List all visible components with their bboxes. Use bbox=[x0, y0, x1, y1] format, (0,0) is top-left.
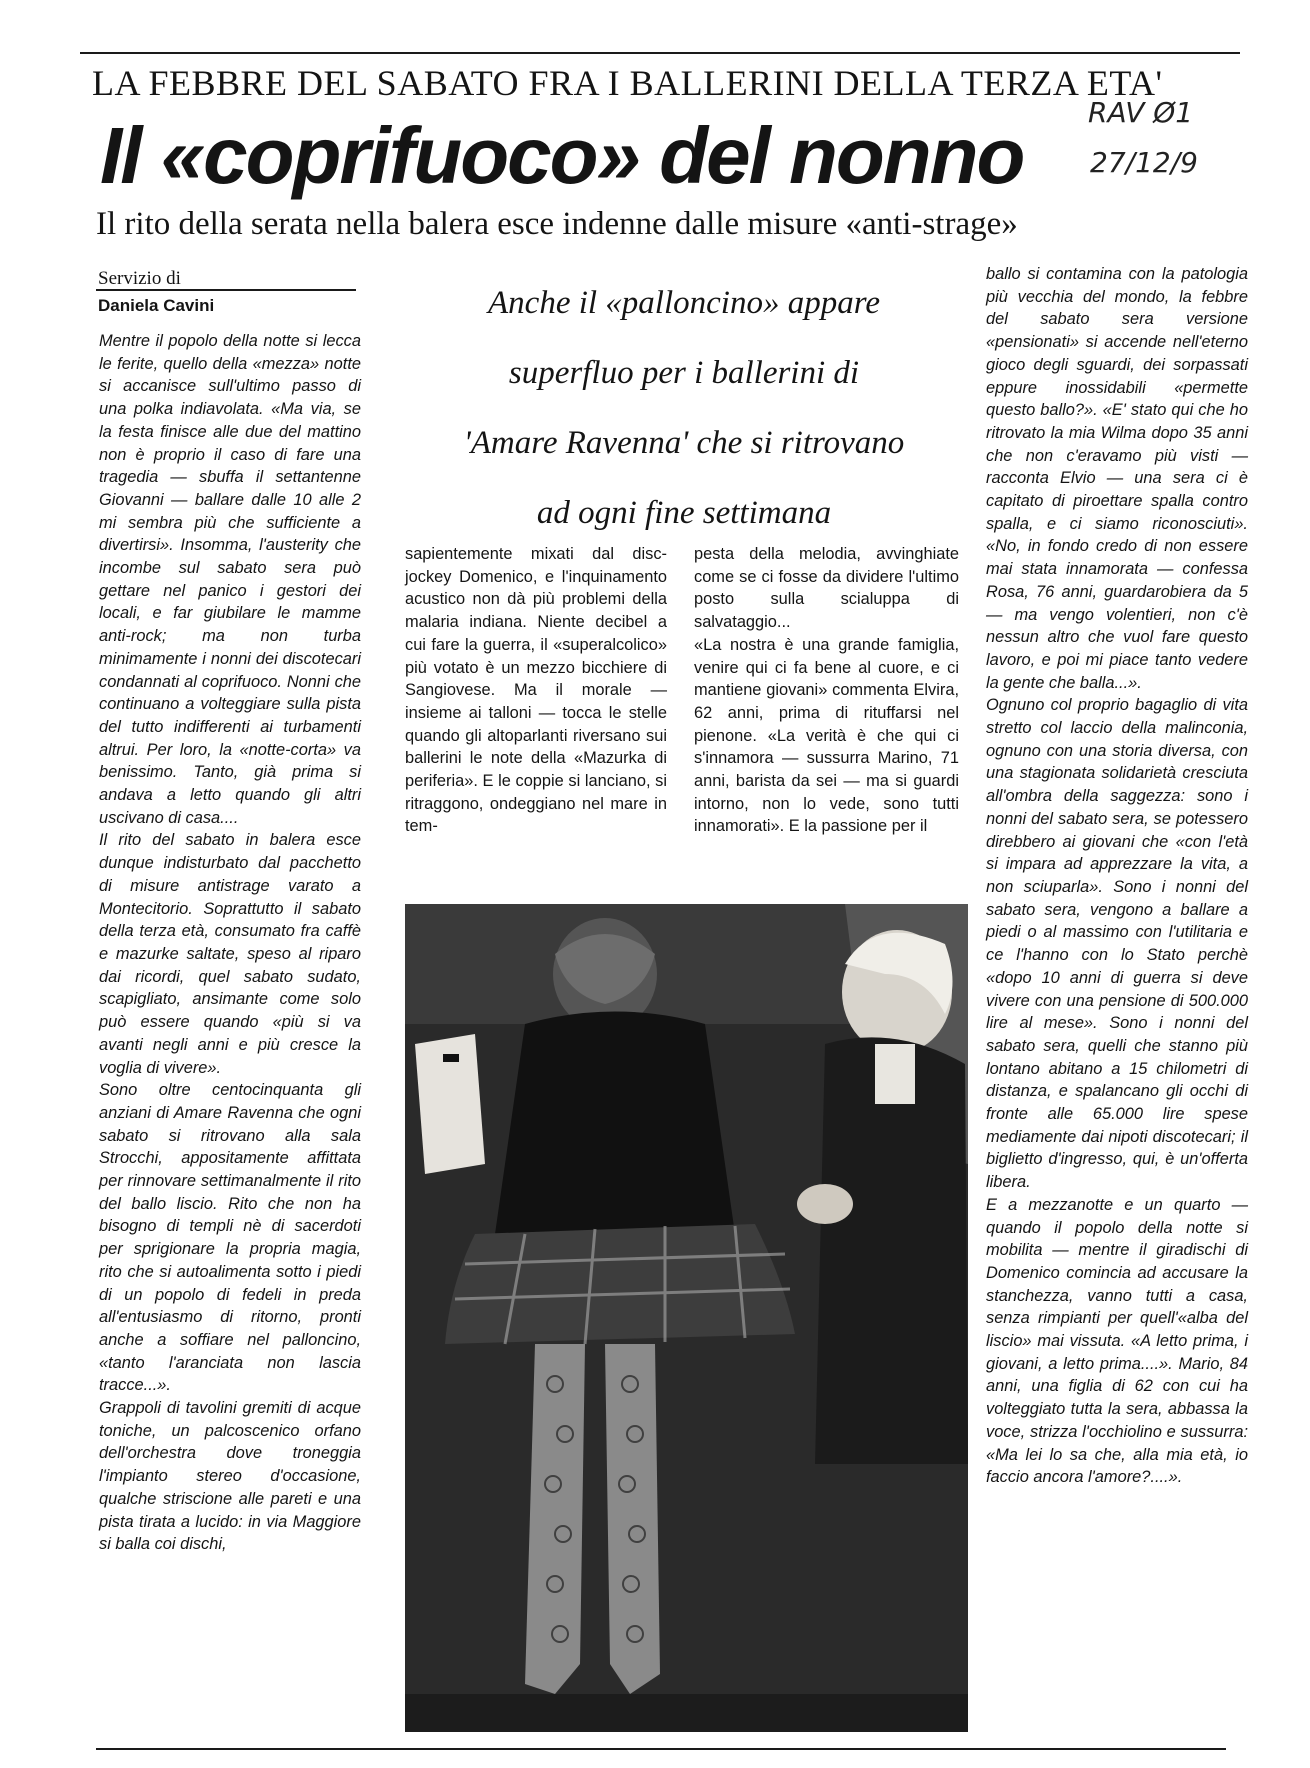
paragraph: E a mezzanotte e un quarto — quando il popolo della notte si mobilita — mentre il giradischi di Domenico comincia ad accusare la stanchezza, vanno tutti a casa, senza rimpianti per quell'«alba del liscio» mai vissuta. «A letto prima, i giovani, a letto prima....». Mario, 84 anni, una figlia di 62 con cui ha volteggiato tutta la sera, abbassa la voce, strizza l'occhiolino e sussurra: «Ma lei lo sa che, alla mia età, io faccio ancora l'amore?....». bbox=[986, 1195, 1248, 1487]
byline-label: Servizio di bbox=[98, 268, 181, 289]
paragraph: Il rito del sabato in balera esce dunque indisturbato dal pacchetto di misure antistrage varato a Montecitorio. Soprattutto il sabato della terza età, consumato fra caffè e mazurke saltate, speso al riparo dai ricordi, quel sabato sudato, scapigliato, ansimante come solo può essere quando «più si va avanti negli anni e più cresce la voglia di vivere». bbox=[99, 831, 361, 1077]
handwritten-date: 27/12/9 bbox=[1090, 146, 1198, 179]
pull-quote bbox=[404, 268, 964, 548]
paragraph: Ognuno col proprio bagaglio di vita stretto col laccio della malinconia, ognuno con una storia diversa, con una stagionata solidarietà cresciuta all'ombra della saggezza: sono i nonni del sabato sera, se potessero direbbero ai giovani che «con l'età si impara ad apprezzare la vita, a non sciuparla». Sono i nonni del sabato sera, vengono a ballare a piedi o al massimo con l'utilitaria e ce l'hanno con lo Stato perchè «dopo 10 anni di guerra si deve vivere con una pensione di 500.000 lire al mese». Sono i nonni del sabato sera, quelli che stanno più lontano abitano a 15 chilometri di distanza, e spalancano gli occhi di fronte alle 65.000 lire spese mediamente dai nipoti discotecari; il biglietto d'ingresso, qui, è un'offerta libera. bbox=[986, 696, 1248, 1192]
paragraph: Sono oltre centocinquanta gli anziani di Amare Ravenna che ogni sabato si ritrovano alla sala Strocchi, appositamente affittata per rinnovare settimanalmente il rito del ballo liscio. Rito che non ha bisogno di templi nè di sacerdoti per sprigionare la propria magia, rito che si autoalimenta sotto i piedi di un popolo di fedeli in preda all'entusiasmo di ritorno, pronti anche a soffiare nel palloncino, «tanto l'aranciata non lascia tracce...». bbox=[99, 1081, 361, 1395]
article-column-3 bbox=[694, 543, 959, 838]
subheadline: Il rito della serata nella balera esce indenne dalle misure «anti-strage» bbox=[96, 206, 1018, 242]
kicker: LA FEBBRE DEL SABATO FRA I BALLERINI DELLA TERZA ETA' bbox=[92, 63, 1163, 103]
paragraph: Mentre il popolo della notte si lecca le ferite, quello della «mezza» notte si accanisce sull'ultimo passo di una polka indiavolata. «Ma via, se la festa finisce alle due del mattino non è proprio il caso di fare una tragedia — sbuffa il settantenne Giovanni — ballare dalle 10 alle 2 mi sembra più che sufficiente a divertirsi». Insomma, l'austerity che incombe sul sabato sera può gettare nel panico i gestori dei locali, e far giubilare le mamme anti-rock; ma non turba minimamente i nonni dei discotecari condannati al coprifuoco. Nonni che continuano a volteggiare sulla pista del tutto indifferenti ai turbamenti altrui. Per loro, la «notte-corta» va benissimo. Tanto, già prima si andava a letto quando gli altri uscivano di casa.... bbox=[99, 332, 361, 827]
headline: Il «coprifuoco» del nonno bbox=[100, 111, 1024, 200]
handwritten-archive-code: RAV Ø1 bbox=[1088, 96, 1194, 129]
article-column-1 bbox=[99, 330, 361, 1556]
photo-illustration bbox=[405, 904, 968, 1732]
article-column-2 bbox=[405, 543, 667, 838]
pull-quote-line: superfluo per i ballerini di bbox=[508, 355, 860, 391]
paragraph: sapientemente mixati dal disc-jockey Domenico, e l'inquinamento acustico non dà più problemi della malaria indiana. Niente decibel a cui fare la guerra, il «superalcolico» più votato è un mezzo bicchiere di Sangiovese. Ma il morale — insieme ai talloni — tocca le stelle quando gli altoparlanti riversano sui ballerini le note della «Mazurka di periferia». E le coppie si lanciano, si ritraggono, ondeggiano nel mare in tem- bbox=[405, 545, 667, 836]
photo-dancing-couple bbox=[405, 904, 968, 1732]
bottom-rule bbox=[96, 1748, 1226, 1750]
article-column-4 bbox=[986, 263, 1248, 1489]
paragraph: Grappoli di tavolini gremiti di acque toniche, un palcoscenico orfano dell'orchestra dove troneggia l'impianto stereo d'occasione, qualche striscione alle pareti e una pista tirata a lucido: in via Maggiore si balla coi dischi, bbox=[99, 1399, 361, 1554]
byline-author: Daniela Cavini bbox=[98, 296, 215, 315]
pull-quote-line: Anche il «palloncino» appare bbox=[488, 285, 880, 321]
paragraph: ballo si contamina con la patologia più vecchia del mondo, la febbre del sabato sera versione «pensionati» si accende nell'eterno gioco degli sguardi, dei sorpassati eppure inossidabili «permette questo ballo?». «E' stato qui che ho ritrovato la mia Wilma dopo 35 anni che non c'eravamo più visti — racconta Elvio — una sera ci è capitato di piroettare spalla contro spalla, e ci siamo riconosciuti». «No, in fondo credo di non essere mai stata innamorata — confessa Rosa, 76 anni, guardarobiera da 5 — ma vengo volentieri, non c'è nessun altro che vuol fare questo lavoro, e poi mi piace tanto vedere la gente che balla...». bbox=[986, 265, 1248, 692]
pull-quote-line: ad ogni fine settimana bbox=[536, 495, 832, 531]
paragraph: pesta della melodia, avvinghiate come se ci fosse da dividere l'ultimo posto sulla scialuppa di salvataggio... bbox=[694, 545, 959, 632]
pull-quote-line: 'Amare Ravenna' che si ritrovano bbox=[463, 425, 905, 461]
paragraph: «La nostra è una grande famiglia, venire qui ci fa bene al cuore, e ci mantiene giovani» commenta Elvira, 62 anni, prima di rituffarsi nel pienone. «La verità è che qui ci s'innamora — sussurra Marino, 71 anni, barista da sei — ma si guardi intorno, non lo vede, sono tutti innamorati». E la passione per il bbox=[694, 635, 959, 836]
top-rule bbox=[80, 52, 1240, 54]
